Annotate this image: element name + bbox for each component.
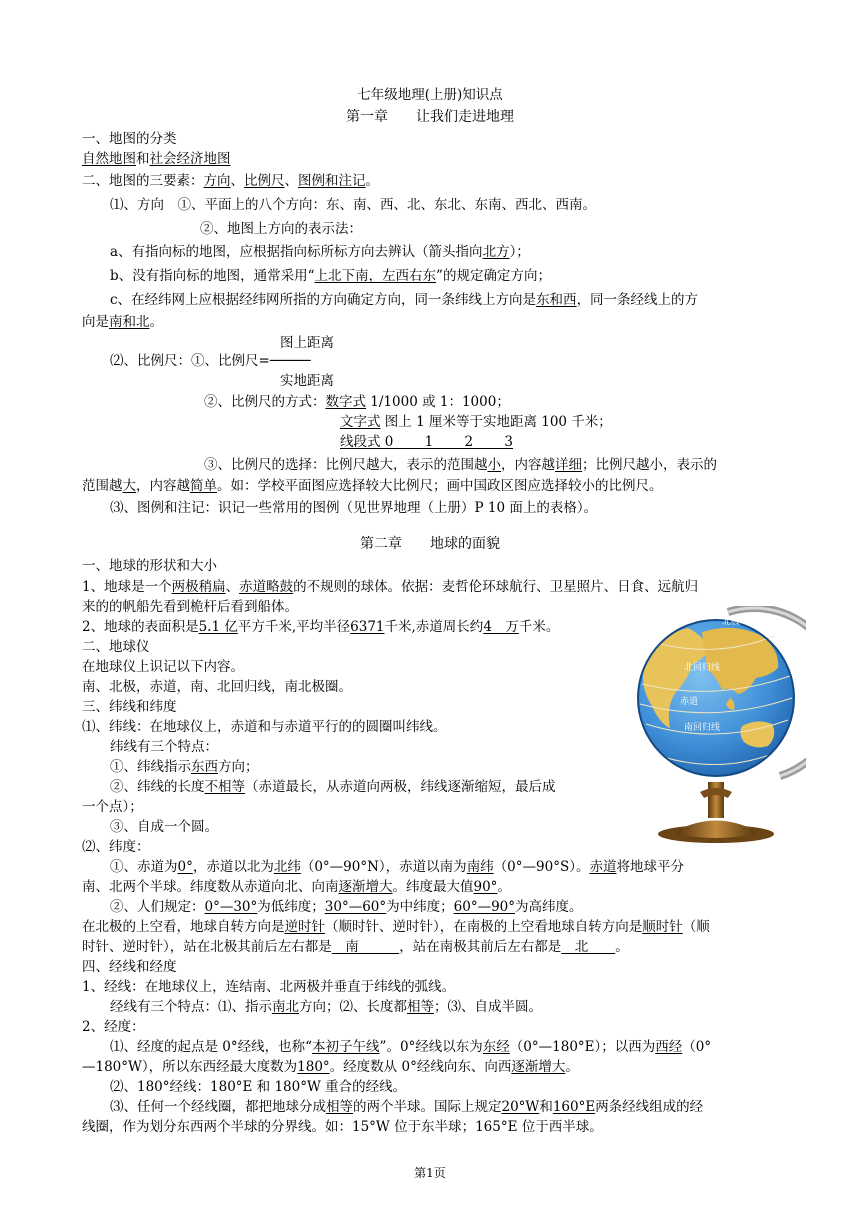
text: 为低纬度； xyxy=(257,899,325,915)
page-footer: 第1页 xyxy=(414,1166,446,1180)
text: 。 xyxy=(615,939,629,955)
text: ，内容越 xyxy=(501,457,555,473)
label-antarctic-circle: 南极圈 xyxy=(652,770,680,780)
text: 千米,赤道周长约 xyxy=(384,619,484,635)
globe-line-2: 南、北极，赤道，南、北回归线，南北极圈。 xyxy=(82,679,352,695)
text: 南、北两个半球。纬度数从赤道向北、向南 xyxy=(82,879,339,895)
rotation-line-2 xyxy=(82,938,629,957)
scale-forms-line-1 xyxy=(204,393,510,412)
text: 方向； xyxy=(218,759,259,775)
label-equator: 赤道 xyxy=(680,696,699,706)
section-globe-heading: 二、地球仪 xyxy=(82,639,150,655)
text: （0°—180°E）；以西为 xyxy=(509,1039,656,1055)
longitude-line-2 xyxy=(110,998,542,1017)
term: 赤道 xyxy=(589,859,617,875)
term-scale: 比例尺 xyxy=(244,173,285,189)
text: ，赤道以北为 xyxy=(192,859,274,875)
term: 北纬 xyxy=(273,859,301,875)
term: 西经 xyxy=(655,1039,683,1055)
term: 30°—60° xyxy=(324,899,387,915)
stand-foot xyxy=(678,821,754,839)
text: ，站在南极其前后左右都是 xyxy=(399,939,562,955)
earth-shape-line-1 xyxy=(82,578,698,597)
globe-line-1: 在地球仪上识记以下内容。 xyxy=(82,659,244,675)
text: ②、纬线的长度 xyxy=(110,779,205,795)
text: 平方千米,平均半径 xyxy=(237,619,351,635)
term: 两极稍扁 xyxy=(171,579,226,595)
text: 二、地图的三要素： xyxy=(82,173,204,189)
text: 方向；⑵、长度都 xyxy=(299,999,407,1015)
text: 和 xyxy=(136,151,150,167)
term: 赤道略鼓 xyxy=(239,579,294,595)
text: ；⑶、自成半圆。 xyxy=(434,999,542,1015)
text: 千米。 xyxy=(518,619,560,635)
term: 90° xyxy=(473,879,498,895)
term: 详细 xyxy=(555,457,582,473)
text: 。 xyxy=(497,879,511,895)
text: 。经度数从 0°经线向东、向西 xyxy=(329,1059,512,1075)
chapter-1-title: 第一章 让我们走进地理 xyxy=(346,109,514,125)
term: 简单 xyxy=(190,478,217,494)
term-east-west: 东和西 xyxy=(536,292,577,308)
text: 。 xyxy=(149,314,163,330)
text: ；比例尺越小，表示的 xyxy=(582,457,717,473)
term: 大 xyxy=(122,478,136,494)
term: 5.1 亿 xyxy=(198,619,238,635)
text: （赤道最长，从赤道向两极，纬线逐渐缩短，最后成 xyxy=(245,779,556,795)
term: 0°—30° xyxy=(204,899,258,915)
text: 、 xyxy=(230,173,244,189)
section-map-types-heading: 一、地图的分类 xyxy=(82,131,177,147)
term: 60°—90° xyxy=(453,899,515,915)
text: ”的规定确定方向； xyxy=(436,268,551,284)
earth-shape-line-2: 来的的帆船先看到桅杆后看到船体。 xyxy=(82,599,298,615)
text: ②、人们规定： xyxy=(110,899,205,915)
lon-degree-line-1 xyxy=(110,1038,711,1057)
longitude-line-3: 2、经度： xyxy=(82,1019,145,1035)
term: 南纬 xyxy=(466,859,494,875)
natural-map-term: 自然地图 xyxy=(82,151,136,167)
text: ，同一条经线上的方 xyxy=(576,292,699,308)
term: 逆时针 xyxy=(284,919,325,935)
text: 的两个半球。国际上规定 xyxy=(353,1099,502,1115)
text: 向是 xyxy=(82,314,109,330)
text: 2、地球的表面积是 xyxy=(82,619,199,635)
text: 将地球平分 xyxy=(616,859,684,875)
term: 180° xyxy=(297,1059,330,1075)
direction-b-line xyxy=(110,267,551,286)
term: 东经 xyxy=(482,1039,510,1055)
direction-line-2: ②、地图上方向的表示法： xyxy=(200,221,362,237)
text: （0° xyxy=(682,1039,712,1055)
term: 南北 xyxy=(272,999,299,1015)
map-types-line xyxy=(82,150,231,169)
text: （顺时针、逆时针），在南极的上空看地球自转方向是 xyxy=(325,919,643,935)
text: ⑴、经度的起点是 0°经线，也称“ xyxy=(110,1039,313,1055)
text: ②、比例尺的方式： xyxy=(204,394,326,410)
text: a、有指向标的地图，应根据指向标所标方向去辨认（箭头指向 xyxy=(110,244,483,260)
label-tropic-cancer: 北回归线 xyxy=(684,662,721,672)
lon-degree-line-3: ⑵、180°经线：180°E 和 180°W 重合的经线。 xyxy=(110,1079,407,1095)
direction-c-line-2 xyxy=(82,313,163,332)
term-legend: 图例和注记 xyxy=(298,173,366,189)
map-elements-line xyxy=(82,172,379,191)
term-linear: 线段式 xyxy=(340,434,381,450)
term: 160°E xyxy=(552,1099,596,1115)
term: 逐渐增大 xyxy=(338,879,393,895)
label-tropic-capricorn: 南回归线 xyxy=(684,722,721,732)
socioeconomic-map-term: 社会经济地图 xyxy=(149,151,231,167)
text: ）； xyxy=(509,244,530,260)
scale-select-line-1 xyxy=(204,456,717,475)
term-direction: 方向 xyxy=(203,173,231,189)
label-arctic-circle: 北极 xyxy=(722,616,741,626)
text: 、 xyxy=(225,579,240,595)
direction-a-line xyxy=(110,243,530,262)
section-longitude-heading: 四、经线和经度 xyxy=(82,959,177,975)
term: 0° xyxy=(177,859,193,875)
text: （0°—90°S）。 xyxy=(493,859,590,875)
earth-size-line xyxy=(82,618,559,637)
scale-forms-line-2 xyxy=(340,413,612,432)
chapter-2-title: 第二章 地球的面貌 xyxy=(360,536,500,552)
latitude-line-1: ⑴、纬线：在地球仪上，赤道和与赤道平行的的圆圈叫纬线。 xyxy=(82,719,447,735)
text: 图上 1 厘米等于实地距离 100 千米； xyxy=(380,414,612,430)
term: 相等 xyxy=(407,999,434,1015)
latitude-line-5: 一个点）； xyxy=(82,799,143,815)
term-south-north: 南和北 xyxy=(109,314,150,330)
text: 时针、逆时针），站在北极其前后左右都是 xyxy=(82,939,332,955)
term: 20°W xyxy=(501,1099,540,1115)
linear-scale-bar: 0 1 2 3 xyxy=(380,434,514,450)
lon-degree-line-2 xyxy=(82,1058,579,1077)
text: （0°—90°N），赤道以南为 xyxy=(300,859,467,875)
term: 南 xyxy=(331,939,400,955)
direction-c-line xyxy=(110,291,698,310)
scale-denominator: 实地距离 xyxy=(280,373,334,389)
scale-select-line-2 xyxy=(82,477,663,496)
term: 顺时针 xyxy=(642,919,683,935)
text: 、 xyxy=(284,173,298,189)
lat-degree-line-3 xyxy=(110,898,583,917)
text: b、没有指向标的地图，通常采用“ xyxy=(110,268,315,284)
text: ①、赤道为 xyxy=(110,859,178,875)
term-verbal: 文字式 xyxy=(340,414,381,430)
text: 。纬度最大值 xyxy=(392,879,474,895)
term-rule: 上北下南，左西右东 xyxy=(314,268,437,284)
section-earth-shape-heading: 一、地球的形状和大小 xyxy=(82,558,217,574)
text: 两条经线组成的经 xyxy=(595,1099,704,1115)
doc-title: 七年级地理(上册)知识点 xyxy=(357,87,503,103)
lat-degree-line-2 xyxy=(82,878,511,897)
text: 为中纬度； xyxy=(386,899,454,915)
latitude-line-7: ⑵、纬度： xyxy=(82,839,150,855)
stand-pillar xyxy=(708,782,724,818)
text: 为高纬度。 xyxy=(515,899,583,915)
latitude-line-2: 纬线有三个特点： xyxy=(110,739,218,755)
text: c、在经纬网上应根据经纬网所指的方向确定方向，同一条纬线上方向是 xyxy=(110,292,537,308)
term: 小 xyxy=(487,457,501,473)
latitude-line-6: ③、自成一个圆。 xyxy=(110,819,218,835)
globe-illustration xyxy=(630,606,806,846)
term: 北 xyxy=(561,939,616,955)
longitude-line-1: 1、经线：在地球仪上，连结南、北两极并垂直于纬线的弧线。 xyxy=(82,979,456,995)
text: ⑶、任何一个经线圈，都把地球分成 xyxy=(110,1099,326,1115)
text: ，内容越 xyxy=(136,478,190,494)
text: 范围越 xyxy=(82,478,123,494)
scale-numerator: 图上距离 xyxy=(280,335,334,351)
section-latitude-heading: 三、纬线和纬度 xyxy=(82,699,177,715)
term: 本初子午线 xyxy=(312,1039,380,1055)
text: ”。0°经线以东为 xyxy=(379,1039,483,1055)
text: 和 xyxy=(539,1099,553,1115)
lon-degree-line-5: 线圈，作为划分东西两个半球的分界线。如：15°W 位于东半球；165°E 位于西半球。 xyxy=(82,1119,603,1135)
term: 东西 xyxy=(191,759,218,775)
text: 在北极的上空看，地球自转方向是 xyxy=(82,919,285,935)
text: —180°W），所以东西经最大度数为 xyxy=(82,1059,298,1075)
term: 相等 xyxy=(326,1099,353,1115)
lat-degree-line-1 xyxy=(110,858,684,877)
text: 。 xyxy=(565,1059,579,1075)
lon-degree-line-4 xyxy=(110,1098,703,1117)
text: （顺 xyxy=(682,919,710,935)
scale-formula-line: ⑵、比例尺：①、比例尺=───── xyxy=(110,353,311,369)
term: 逐渐增大 xyxy=(511,1059,566,1075)
term-numeric: 数字式 xyxy=(325,394,366,410)
text: 经线有三个特点：⑴、指示 xyxy=(110,999,272,1015)
term: 4 万 xyxy=(483,619,519,635)
text: ③、比例尺的选择：比例尺越大，表示的范围越 xyxy=(204,457,488,473)
text: 1、地球是一个 xyxy=(82,579,172,595)
latitude-line-3 xyxy=(110,758,259,777)
term-north: 北方 xyxy=(482,244,510,260)
text: 1/1000 或 1：1000； xyxy=(366,394,510,410)
text: 的不规则的球体。依据：麦哲伦环球航行、卫星照片、日食、远航归 xyxy=(293,579,699,595)
legend-line: ⑶、图例和注记：识记一些常用的图例（见世界地理（上册）P 10 面上的表格）。 xyxy=(110,500,598,516)
rotation-line-1 xyxy=(82,918,710,937)
term: 6371 xyxy=(350,619,385,635)
text: 。如：学校平面图应选择较大比例尺；画中国政区图应选择较小的比例尺。 xyxy=(217,478,663,494)
text: ①、纬线指示 xyxy=(110,759,191,775)
direction-line-1: ⑴、方向 ①、平面上的八个方向：东、南、西、北、东北、东南、西北、西南。 xyxy=(110,197,596,213)
text: 。 xyxy=(365,173,379,189)
term: 不相等 xyxy=(204,779,245,795)
latitude-line-4 xyxy=(110,778,556,797)
scale-forms-line-3 xyxy=(340,433,513,452)
